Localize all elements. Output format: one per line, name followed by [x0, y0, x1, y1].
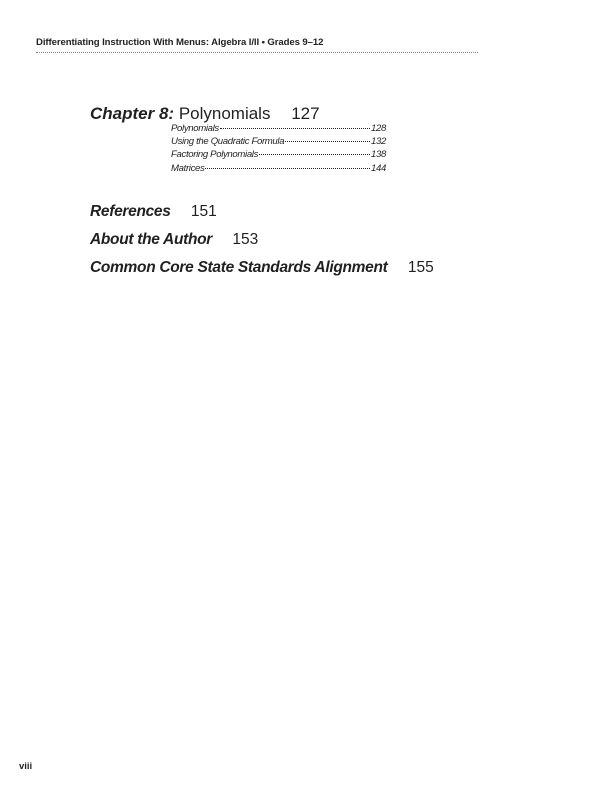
section-page-number: 132 [371, 136, 386, 148]
entry-title: About the Author [90, 231, 213, 248]
toc-references-entry[interactable] [90, 203, 217, 221]
dot-leader [285, 141, 370, 142]
section-page-number: 138 [371, 149, 386, 161]
entry-page-number: 151 [190, 203, 217, 220]
dot-leader [205, 168, 370, 169]
toc-section-entry[interactable] [171, 149, 386, 162]
section-title: Matrices [171, 162, 205, 174]
section-page-number: 128 [371, 123, 386, 134]
running-head: Differentiating Instruction With Menus: Algebra I/II • Grades 9–12 [36, 37, 324, 48]
toc-section-list [171, 123, 386, 176]
section-title: Factoring Polynomials [171, 149, 259, 161]
section-title: Using the Quadratic Formula [171, 136, 285, 148]
entry-title: Common Core State Standards Alignment [90, 259, 388, 276]
toc-section-entry[interactable] [171, 123, 386, 136]
toc-about-author-entry[interactable] [90, 231, 258, 249]
toc-section-entry[interactable] [171, 163, 386, 176]
chapter-page-number: 127 [291, 104, 320, 123]
entry-page-number: 155 [407, 259, 434, 276]
header-divider [36, 52, 478, 53]
section-page-number: 144 [371, 162, 386, 174]
page-number: viii [19, 761, 33, 772]
chapter-title: Polynomials [178, 104, 271, 123]
entry-title: References [90, 203, 171, 220]
section-title: Polynomials [171, 123, 219, 134]
toc-section-entry[interactable] [171, 136, 386, 149]
entry-page-number: 153 [232, 231, 259, 248]
dot-leader [220, 128, 370, 129]
dot-leader [259, 154, 370, 155]
chapter-number: Chapter 8: [90, 104, 175, 123]
toc-standards-alignment-entry[interactable] [90, 259, 434, 277]
toc-chapter-entry[interactable] [90, 104, 320, 124]
